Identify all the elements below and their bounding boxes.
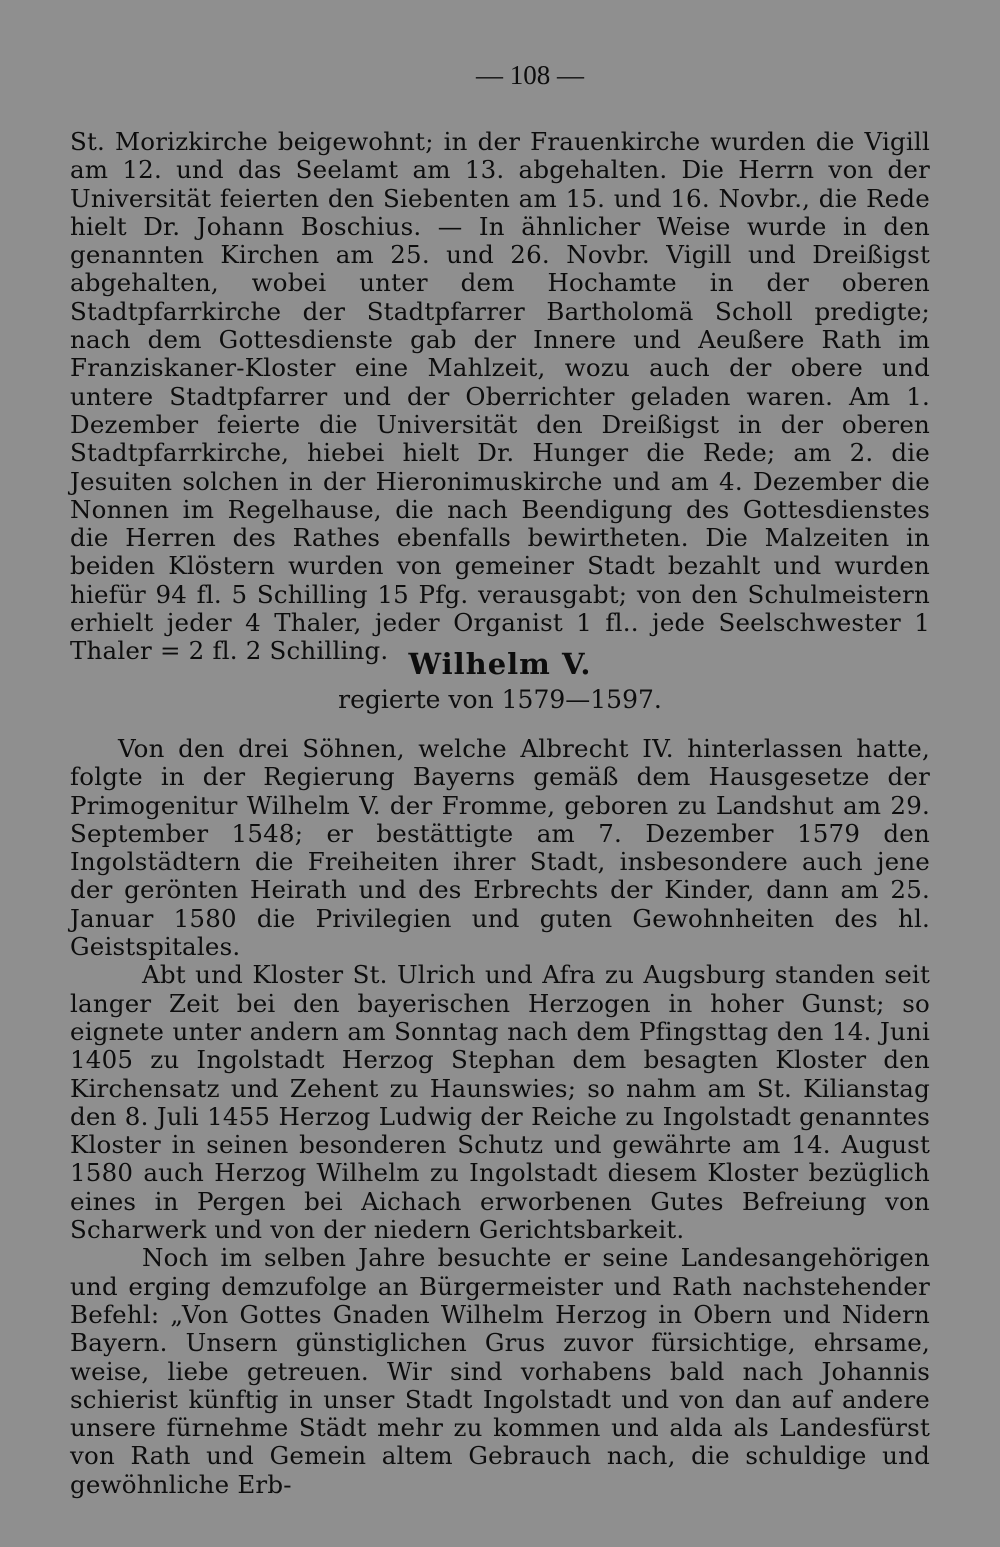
section-subheading: regierte von 1579—1597. — [338, 685, 662, 714]
paragraph-3: Noch im selben Jahre besuchte er seine Landesangehörigen und erging demzufolge an Bürgermeister und Rath nachstehender Befehl: „Von Gottes Gnaden Wilhelm Herzog in Obern und Nidern Bayern. Unsern günstiglichen Grus zuvor fürsichtige, ehrsame, weise, liebe getreuen. Wir sind vorhabens bald nach Johannis schierist künftig in unser Stadt Ingolstadt und von dan auf andere unsere fürnehme Städt mehr zu kommen und alda als Landesfürst von Rath und Gemein altem Gebrauch nach, die schuldige und gewöhnliche Erb- — [70, 1243, 930, 1499]
page-number: — 108 — — [476, 60, 584, 90]
paragraph-2: Abt und Kloster St. Ulrich und Afra zu Augsburg standen seit langer Zeit bei den bayerischen Herzogen in hoher Gunst; so eignete unter andern am Sonntag nach dem Pfingsttag den 14. Juni 1405 zu Ingolstadt Herzog Stephan dem besagten Kloster den Kirchensatz und Zehent zu Haunswies; so nahm am St. Kilianstag den 8. Juli 1455 Herzog Ludwig der Reiche zu Ingolstadt genanntes Kloster in seinen besonderen Schutz und gewährte am 14. August 1580 auch Herzog Wilhelm zu Ingolstadt diesem Kloster bezüglich eines in Pergen bei Aichach erworbenen Gutes Befreiung von Scharwerk und von der niedern Gerichtsbarkeit. — [70, 960, 930, 1245]
text-block-continuation — [70, 128, 930, 666]
text-block-main — [70, 735, 930, 1499]
paragraph-continuation: St. Morizkirche beigewohnt; in der Frauenkirche wurden die Vigill am 12. und das Seelamt am 13. abgehalten. Die Herrn von der Universität feierten den Siebenten am 15. und 16. Novbr., die Rede hielt Dr. Johann Boschius. — In ähnlicher Weise wurde in den genannten Kirchen am 25. und 26. Novbr. Vigill und Dreißigst abgehalten, wobei unter dem Hochamte in der oberen Stadtpfarrkirche der Stadtpfarrer Bartholomä Scholl predigte; nach dem Gottesdienste gab der Innere und Aeußere Rath im Franziskaner-Kloster eine Mahlzeit, wozu auch der obere und untere Stadtpfarrer und der Oberrichter geladen waren. Am 1. Dezember feierte die Universität den Dreißigst in der oberen Stadtpfarrkirche, hiebei hielt Dr. Hunger die Rede; am 2. die Jesuiten solchen in der Hieronimuskirche und am 4. Dezember die Nonnen im Regelhause, die nach Beendigung des Gottesdienstes die Herren des Rathes ebenfalls bewirtheten. Die Malzeiten in beiden Klöstern wurden von gemeiner Stadt bezahlt und wurden hiefür 94 fl. 5 Schilling 15 Pfg. verausgabt; von den Schulmeistern erhielt jeder 4 Thaler, jeder Organist 1 fl.. jede Seelschwester 1 Thaler = 2 fl. 2 Schilling. — [70, 127, 930, 666]
section-heading: Wilhelm V. — [408, 647, 592, 681]
paragraph-1: Von den drei Söhnen, welche Albrecht IV. hinterlassen hatte, folgte in der Regierung Bayerns gemäß dem Hausgesetze der Primogenitur Wilhelm V. der Fromme, geboren zu Landshut am 29. September 1548; er bestättigte am 7. Dezember 1579 den Ingolstädtern die Freiheiten ihrer Stadt, insbesondere auch jene der gerönten Heirath und des Erbrechts der Kinder, dann am 25. Januar 1580 die Privilegien und guten Gewohnheiten des hl. Geistspitales. — [70, 734, 930, 962]
